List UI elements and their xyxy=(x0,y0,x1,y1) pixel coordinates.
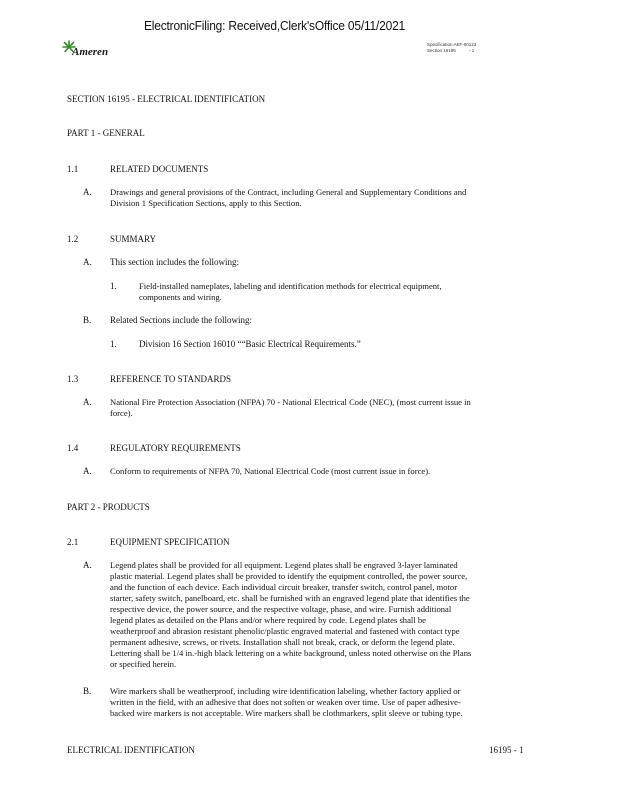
s13-a-label: A. xyxy=(83,397,92,407)
s12-a-label: A. xyxy=(83,257,92,267)
s21-a-line: starter, safety switch, panelboard, etc. shall be furnished with an engraved legend plate that identifies the xyxy=(110,593,470,603)
s14-title: REGULATORY REQUIREMENTS xyxy=(110,443,241,453)
s11-a-line1: Drawings and general provisions of the Contract, including General and Supplementary Conditions and xyxy=(110,187,467,197)
s12-b1-label: 1. xyxy=(110,339,117,349)
spec-section: Section 16195 xyxy=(427,48,456,53)
spec-reference xyxy=(427,42,476,54)
section-title: SECTION 16195 - ELECTRICAL IDENTIFICATION xyxy=(67,94,266,104)
s21-a-line: Lettering shall be 1/4 in.-high black lettering on a white background, unless noted otherwise on the Plans xyxy=(110,648,472,658)
part2-title: PART 2 - PRODUCTS xyxy=(67,502,150,512)
s12-b-label: B. xyxy=(83,315,92,325)
s11-a-text xyxy=(110,187,532,209)
s12-a1-text xyxy=(139,281,532,303)
s21-a-line: Legend plates shall be provided for all equipment. Legend plates shall be engraved 3-layer laminated xyxy=(110,560,458,570)
footer-title: ELECTRICAL IDENTIFICATION xyxy=(67,745,195,755)
s12-a1-line2: components and wiring. xyxy=(139,292,222,302)
s12-a-text: This section includes the following: xyxy=(110,257,239,267)
s11-title: RELATED DOCUMENTS xyxy=(110,164,209,174)
s13-a-line2: force). xyxy=(110,408,133,418)
s21-a-line: respective device, the power source, and the respective voltage, phase, and wire. Furnish additional xyxy=(110,604,452,614)
s14-a-text: Conform to requirements of NFPA 70, National Electrical Code (most current issue in force). xyxy=(110,466,431,476)
filing-stamp: ElectronicFiling: Received,Clerk'sOffice 05/11/2021 xyxy=(144,18,406,33)
s21-title: EQUIPMENT SPECIFICATION xyxy=(110,537,230,547)
s13-title: REFERENCE TO STANDARDS xyxy=(110,374,231,384)
s21-a-line: plastic material. Legend plates shall be provided to identify the equipment controlled, the power source, xyxy=(110,571,468,581)
s21-a-line: permanent adhesive, screws, or rivets. Installation shall not break, crack, or deform the legend plate. xyxy=(110,637,455,647)
s21-b-line: backed wire markers is not acceptable. Wire markers shall be clothmarkers, split sleeve or tubing type. xyxy=(110,708,463,718)
s21-a-line: weatherproof and abrasion resistant phenolic/plastic engraved material and fastened with contact type xyxy=(110,626,460,636)
s21-b-line: written in the field, with an adhesive that does not soften or weaken over time. Use of paper adhesive- xyxy=(110,697,461,707)
s12-a1-label: 1. xyxy=(110,281,117,291)
ameren-logo xyxy=(62,40,132,62)
s21-a-line: or specified herein. xyxy=(110,659,177,669)
s21-a-label: A. xyxy=(83,560,92,570)
s13-a-text xyxy=(110,397,532,419)
s12-a1-line1: Field-installed nameplates, labeling and identification methods for electrical equipment, xyxy=(139,281,442,291)
s12-b1-text: Division 16 Section 16010 ““Basic Electrical Requirements.” xyxy=(139,339,361,349)
s21-a-text xyxy=(110,560,535,670)
s14-a-label: A. xyxy=(83,466,92,476)
s21-a-line: and the function of each device. Each individual circuit breaker, transfer switch, control panel, motor xyxy=(110,582,458,592)
logo-text: Ameren xyxy=(72,46,109,58)
s13-a-line1: National Fire Protection Association (NFPA) 70 - National Electrical Code (NEC), (most current issue in xyxy=(110,397,471,407)
s21-b-line: Wire markers shall be weatherproof, including wire identification labeling, whether factory applied or xyxy=(110,686,461,696)
s12-title: SUMMARY xyxy=(110,234,157,244)
footer-page: 16195 - 1 xyxy=(489,745,524,755)
s12-number: 1.2 xyxy=(67,234,79,244)
spec-line-2 xyxy=(427,48,476,54)
s21-b-text xyxy=(110,686,535,719)
s21-b-label: B. xyxy=(83,686,92,696)
s21-a-line: legend plates as detailed on the Plans and/or where required by code. Legend plates shall be xyxy=(110,615,426,625)
s14-number: 1.4 xyxy=(67,443,79,453)
s13-number: 1.3 xyxy=(67,374,79,384)
spec-page: - 1 xyxy=(469,48,475,53)
s12-b-text: Related Sections include the following: xyxy=(110,315,252,325)
s11-a-label: A. xyxy=(83,187,92,197)
spec-line-1: Specification AEF-00123 xyxy=(427,42,477,47)
part1-title: PART 1 - GENERAL xyxy=(67,128,145,138)
s11-a-line2: Division 1 Specification Sections, apply to this Section. xyxy=(110,198,302,208)
s11-number: 1.1 xyxy=(67,164,79,174)
s21-number: 2.1 xyxy=(67,537,79,547)
